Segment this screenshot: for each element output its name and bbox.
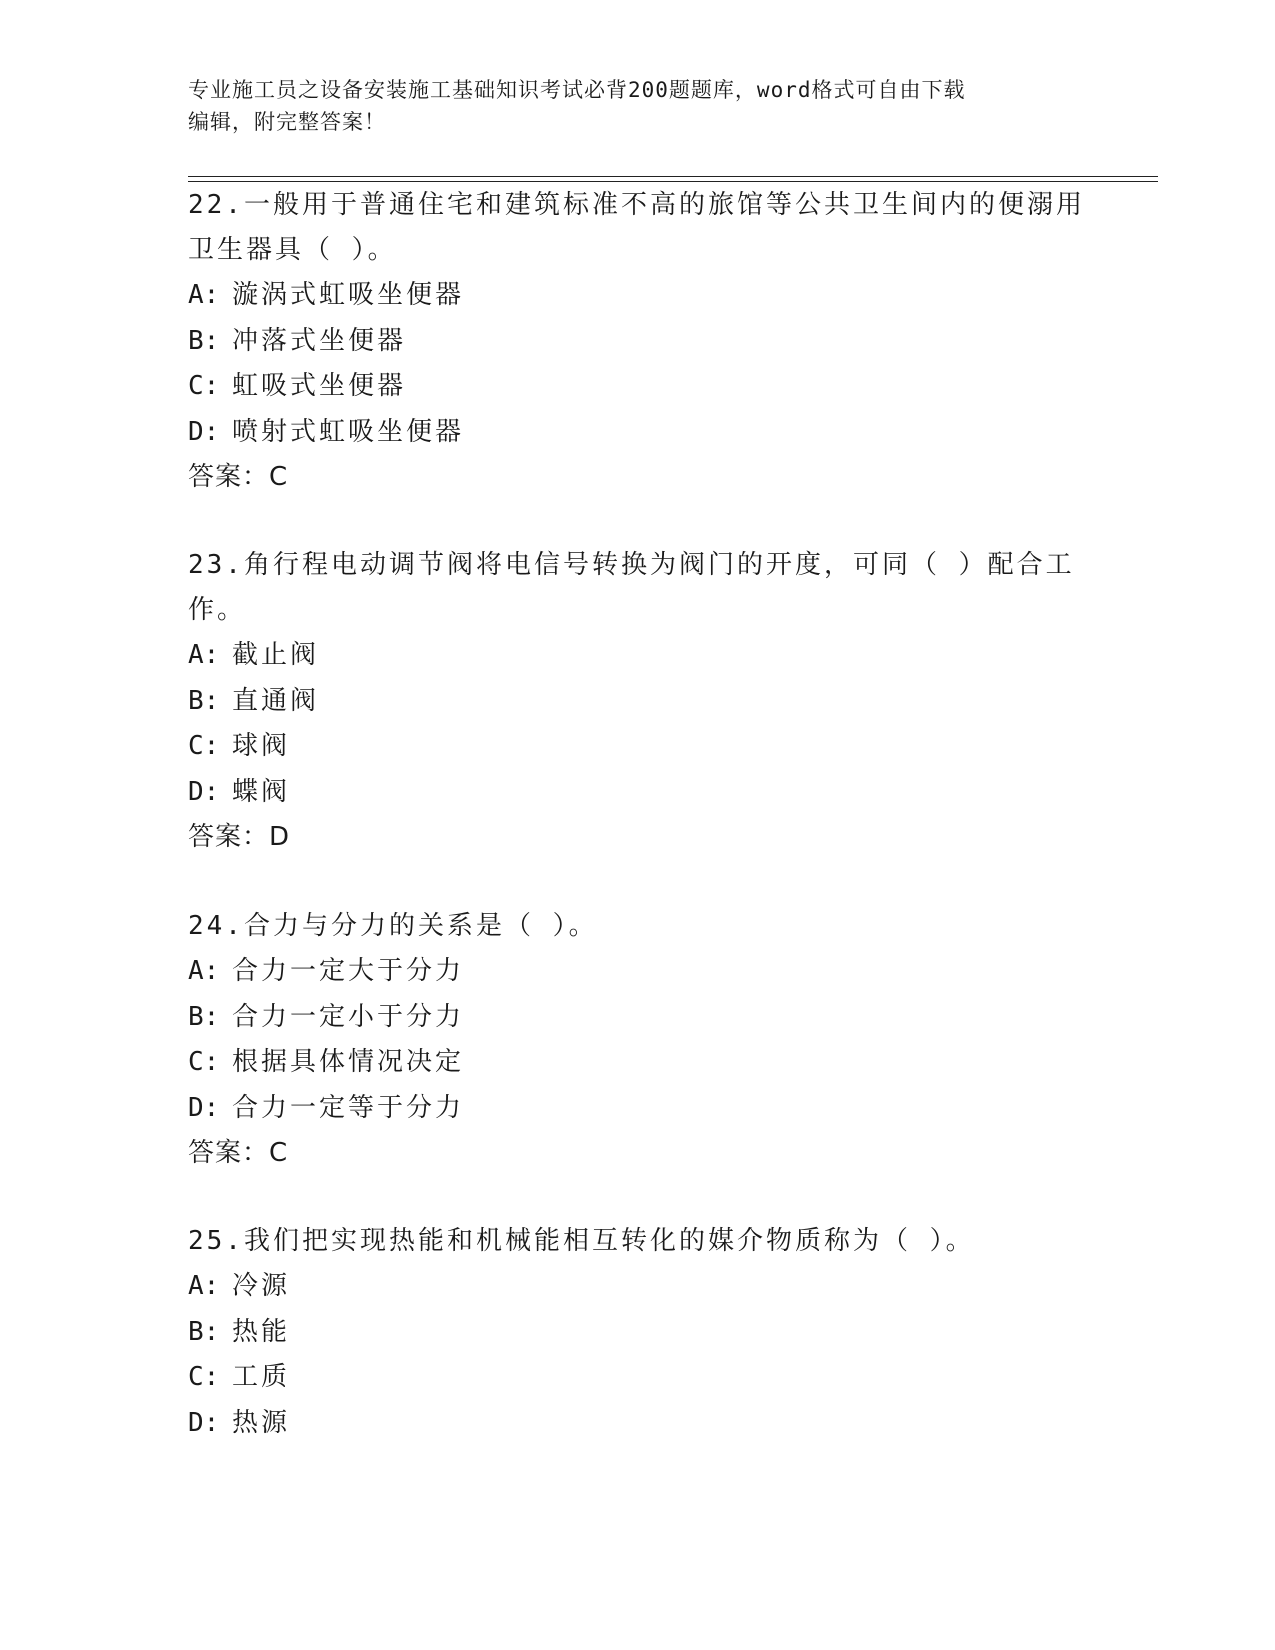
option-d [188,1401,1088,1447]
option-b [188,679,1088,725]
header-divider-bottom [188,181,1158,182]
option-letter: C: [188,371,220,401]
option-text: 冷源 [232,1271,291,1301]
option-text: 合力一定大于分力 [232,956,465,986]
option-text: 直通阀 [232,685,320,716]
question-stem-line-2: 作。 [188,595,247,625]
option-text: 工质 [232,1362,291,1392]
option-letter: A: [188,280,220,310]
answer: 答案：D [188,822,291,852]
question-stem-line-1: 25.我们把实现热能和机械能相互转化的媒介物质称为（ ）。 [188,1226,975,1256]
option-letter: A: [188,640,220,670]
question-24 [188,904,1088,1176]
option-b [188,995,1088,1041]
option-text: 截止阀 [232,640,320,670]
option-letter: D: [188,1407,220,1438]
option-text: 合力一定等于分力 [232,1092,465,1123]
header-divider-top [188,176,1158,177]
document-header [188,74,1068,138]
option-a [188,949,1088,995]
option-d [188,1086,1088,1132]
question-stem [188,1219,1088,1264]
option-b [188,1310,1088,1356]
option-letter: A: [188,1271,220,1301]
option-text: 虹吸式坐便器 [232,371,407,401]
question-23 [188,543,1088,860]
option-c [188,1040,1088,1086]
option-letter: D: [188,416,220,447]
answer: 答案：C [188,462,289,492]
question-stem-line-2: 卫生器具（ ）。 [188,235,397,265]
option-letter: D: [188,776,220,807]
option-text: 蝶阀 [232,776,291,807]
header-line-2: 编辑，附完整答案！ [188,110,386,134]
option-d [188,410,1088,456]
option-text: 热源 [232,1407,291,1438]
option-text: 喷射式虹吸坐便器 [232,416,465,447]
question-stem [188,543,1088,633]
option-text: 合力一定小于分力 [232,1001,465,1032]
option-a [188,1264,1088,1310]
option-letter: D: [188,1092,220,1123]
option-d [188,770,1088,816]
option-b [188,319,1088,365]
question-stem [188,904,1088,949]
option-letter: C: [188,731,220,761]
question-22 [188,183,1088,500]
option-letter: B: [188,325,220,356]
option-a [188,633,1088,679]
option-letter: A: [188,956,220,986]
option-text: 球阀 [232,731,291,761]
option-letter: B: [188,1316,220,1347]
option-text: 根据具体情况决定 [232,1047,465,1077]
option-c [188,364,1088,410]
option-c [188,724,1088,770]
question-stem-line-1: 22.一般用于普通住宅和建筑标准不高的旅馆等公共卫生间内的便溺用 [188,190,1085,220]
answer: 答案：C [188,1138,289,1168]
question-stem [188,183,1088,273]
option-a [188,273,1088,319]
question-25 [188,1219,1088,1446]
option-text: 热能 [232,1316,291,1347]
option-text: 冲落式坐便器 [232,325,407,356]
option-letter: B: [188,1001,220,1032]
option-letter: C: [188,1362,220,1392]
option-letter: C: [188,1047,220,1077]
question-stem-line-1: 23.角行程电动调节阀将电信号转换为阀门的开度，可同（ ）配合工 [188,550,1075,580]
option-letter: B: [188,685,220,716]
option-text: 漩涡式虹吸坐便器 [232,280,465,310]
question-stem-line-1: 24.合力与分力的关系是（ ）。 [188,911,598,941]
option-c [188,1355,1088,1401]
header-line-1: 专业施工员之设备安装施工基础知识考试必背200题题库，word格式可自由下载 [188,78,966,102]
